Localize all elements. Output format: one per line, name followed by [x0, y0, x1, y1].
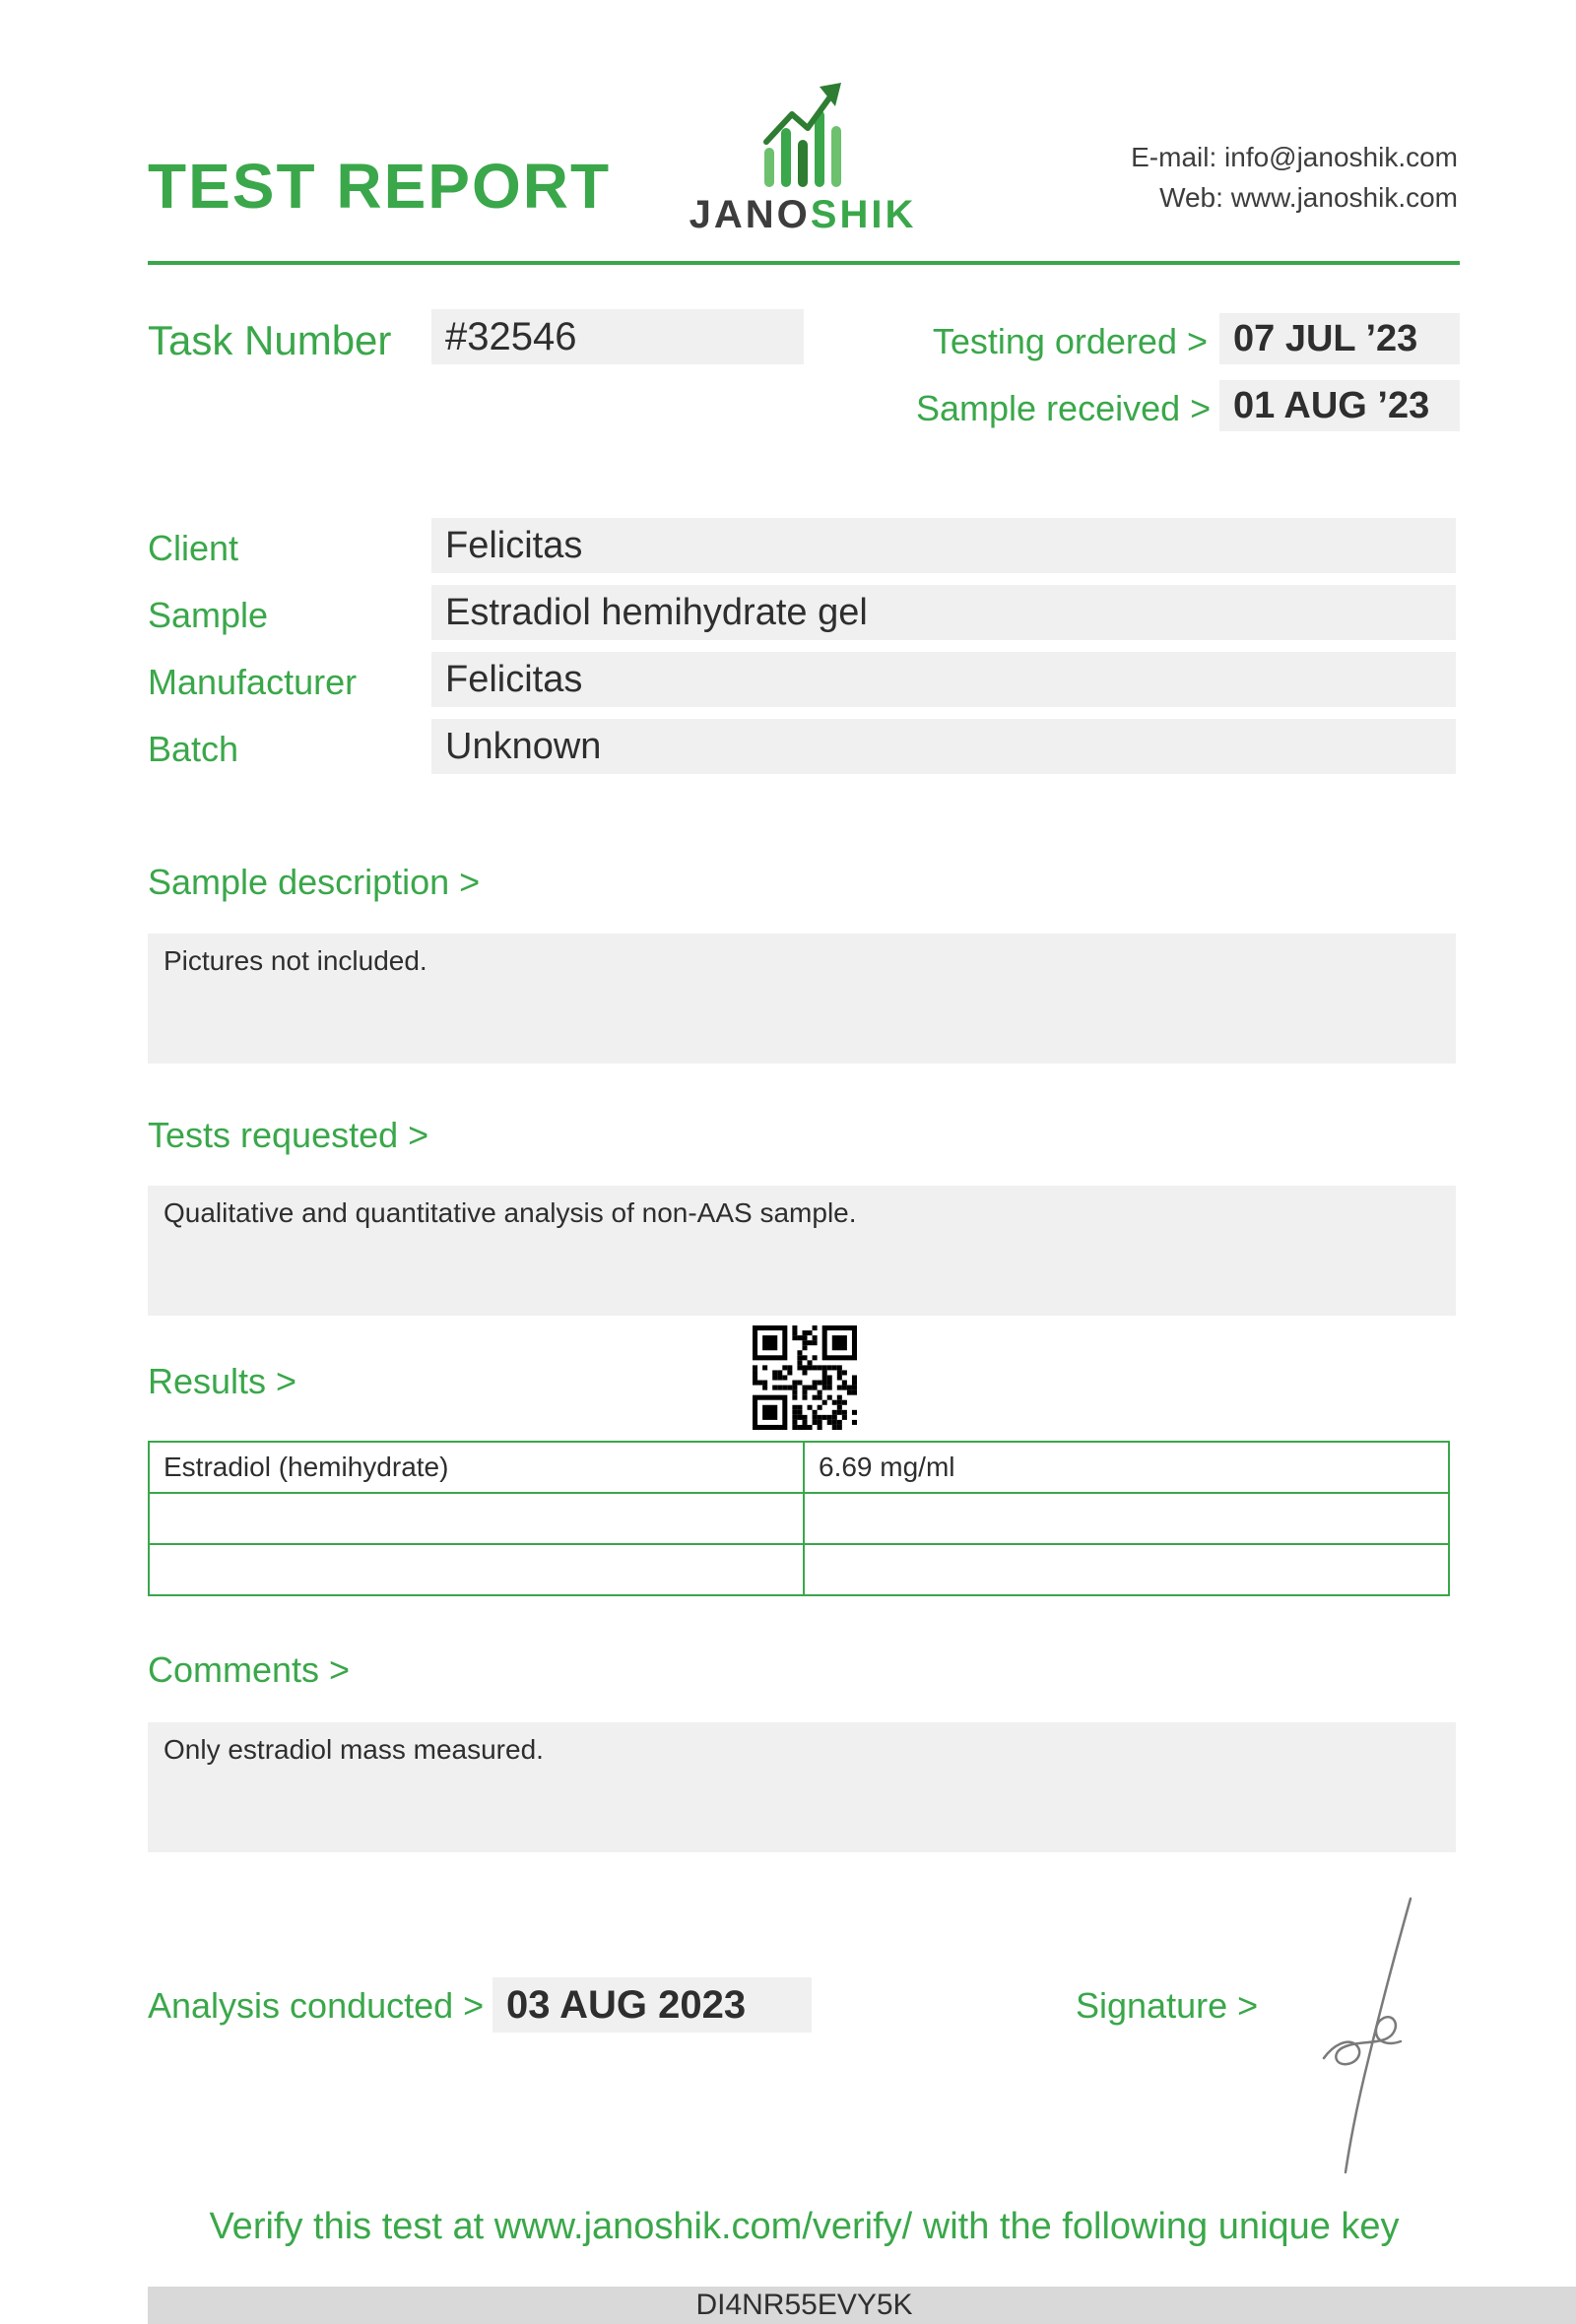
analysis-conducted-value: 03 AUG 2023 [492, 1977, 812, 2033]
testing-ordered-label: Testing ordered > [932, 321, 1208, 361]
batch-value: Unknown [431, 719, 1456, 774]
result-value-cell [804, 1544, 1449, 1595]
header-divider [148, 261, 1460, 265]
contact-block [1131, 138, 1458, 218]
logo-jano: JANO [689, 193, 811, 236]
logo-wordmark [670, 193, 936, 237]
brand-logo [670, 77, 936, 237]
sample-description-label: Sample description > [148, 862, 481, 902]
results-table [148, 1441, 1450, 1596]
verify-instruction: Verify this test at www.janoshik.com/verify/ with the following unique key [209, 2206, 1400, 2247]
sample-label: Sample [148, 595, 269, 635]
testing-ordered-value: 07 JUL ’23 [1219, 313, 1460, 364]
tests-requested-label: Tests requested > [148, 1115, 429, 1155]
manufacturer-value: Felicitas [431, 652, 1456, 707]
result-row [149, 1544, 1449, 1595]
sample-description-box: Pictures not included. [148, 934, 1456, 1064]
analysis-conducted-label: Analysis conducted > [148, 1985, 485, 2026]
page-title: TEST REPORT [148, 151, 612, 222]
comments-label: Comments > [148, 1649, 351, 1690]
qr-code [752, 1324, 858, 1436]
batch-label: Batch [148, 729, 239, 769]
analyte-cell: Estradiol (hemihydrate) [149, 1442, 804, 1493]
unique-key-bar [148, 2287, 1576, 2324]
tests-requested-box: Qualitative and quantitative analysis of non-AAS sample. [148, 1186, 1456, 1316]
logo-shik: SHIK [810, 193, 917, 236]
client-label: Client [148, 528, 239, 568]
sample-value: Estradiol hemihydrate gel [431, 585, 1456, 640]
comments-box: Only estradiol mass measured. [148, 1722, 1456, 1852]
analyte-cell [149, 1544, 804, 1595]
contact-email: E-mail: info@janoshik.com [1131, 142, 1458, 172]
client-value: Felicitas [431, 518, 1456, 573]
results-label: Results > [148, 1361, 297, 1401]
result-value-cell: 6.69 mg/ml [804, 1442, 1449, 1493]
task-number-label: Task Number [148, 317, 392, 363]
analyte-cell [149, 1493, 804, 1544]
sample-received-label: Sample received > [916, 388, 1212, 428]
result-row [149, 1442, 1449, 1493]
contact-web: Web: www.janoshik.com [1159, 181, 1458, 213]
result-row [149, 1493, 1449, 1544]
unique-key: DI4NR55EVY5K [695, 2289, 913, 2321]
sample-received-value: 01 AUG ’23 [1219, 380, 1460, 431]
task-number-value: #32546 [431, 309, 804, 364]
signature-image [1290, 1889, 1438, 2189]
signature-label: Signature > [1076, 1985, 1259, 2026]
bar-chart-arrow-icon [758, 77, 847, 187]
result-value-cell [804, 1493, 1449, 1544]
manufacturer-label: Manufacturer [148, 662, 358, 702]
